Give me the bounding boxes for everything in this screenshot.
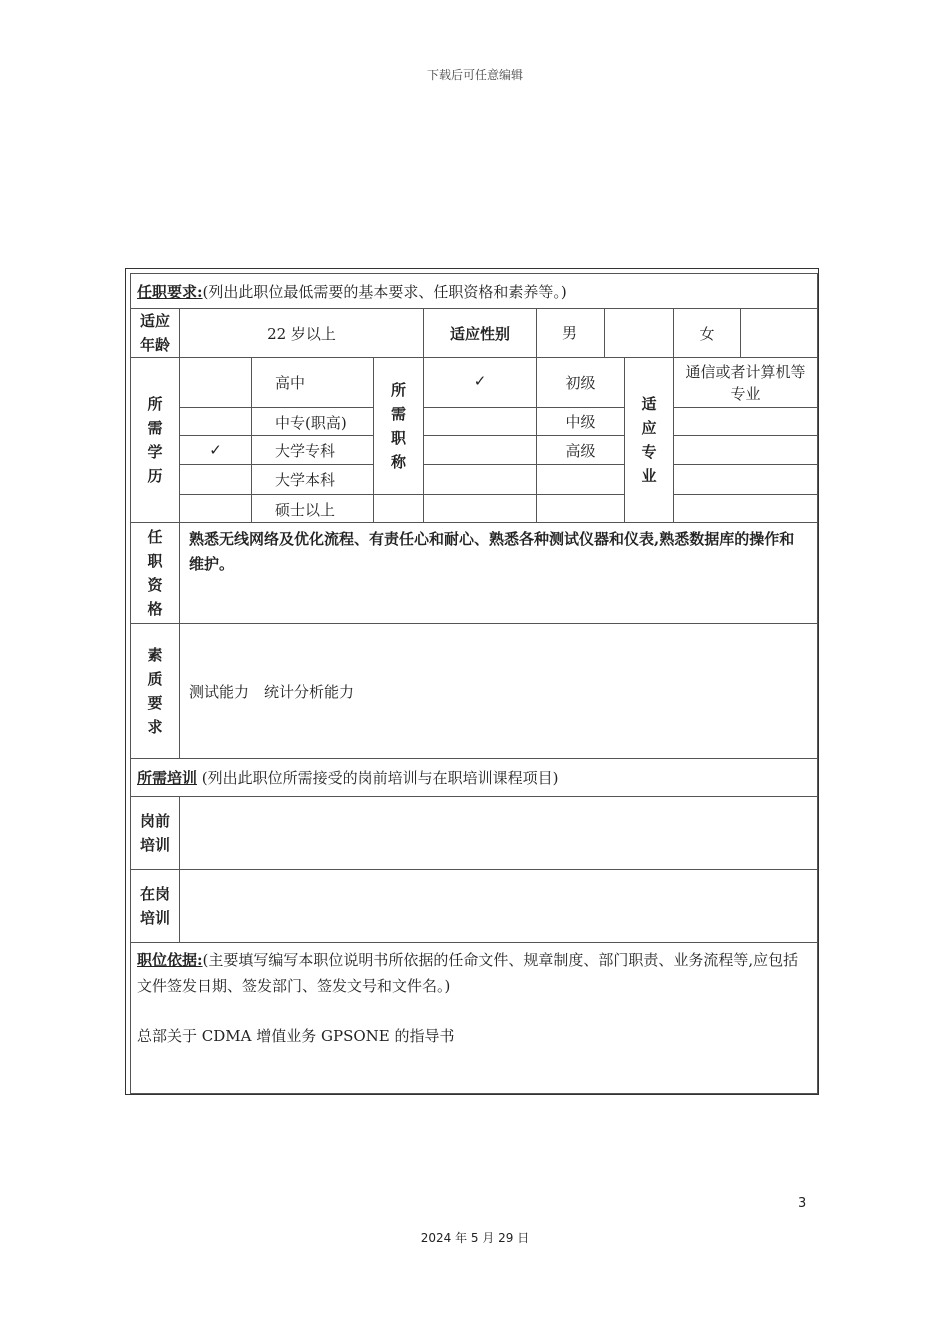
age-value: 22 岁以上	[179, 308, 424, 358]
job-requirements-table	[125, 268, 819, 1095]
education-level-0: 高中	[251, 357, 374, 408]
qualification-value: 熟悉无线网络及优化流程、有责任心和耐心、熟悉各种测试仪器和仪表,熟悉数据库的操作和维护。	[179, 522, 818, 624]
training-header	[130, 758, 818, 797]
title-req-label: 所需职称	[373, 357, 424, 495]
requirements-desc: (列出此职位最低需要的基本要求、任职资格和素养等。)	[202, 283, 567, 301]
title-level-2: 高级	[536, 435, 625, 465]
page-header: 下载后可任意编辑	[426, 68, 523, 82]
quality-value: 测试能力 统计分析能力	[179, 623, 818, 759]
education-label: 所需学历	[130, 357, 180, 523]
gender-male-check	[604, 308, 674, 358]
major-value: 通信或者计算机等专业	[673, 357, 818, 408]
title-req-label-blank	[373, 494, 424, 523]
education-check-2: ✓	[179, 435, 252, 465]
title-check-2	[423, 435, 537, 465]
title-check-3	[423, 464, 537, 495]
training-title: 所需培训	[137, 769, 198, 787]
requirements-title: 任职要求:	[137, 283, 203, 301]
pre-training-value	[179, 796, 818, 870]
page-date: 2024 年 5 月 29 日	[420, 1231, 530, 1245]
on-training-label: 在岗培训	[130, 869, 180, 943]
basis-value: 总部关于 CDMA 增值业务 GPSONE 的指导书	[137, 1027, 455, 1045]
education-check-3	[179, 464, 252, 495]
qualification-label: 任职资格	[130, 522, 180, 624]
major-blank-3	[673, 464, 818, 495]
education-check-4	[179, 494, 252, 523]
gender-label: 适应性别	[423, 308, 537, 358]
training-desc: (列出此职位所需接受的岗前培训与在职培训课程项目)	[197, 769, 559, 787]
page-number: 3	[798, 1196, 807, 1211]
gender-female-check	[740, 308, 818, 358]
education-check-0	[179, 357, 252, 408]
age-label: 适应年龄	[130, 308, 180, 358]
title-level-4	[536, 494, 625, 523]
quality-label: 素质要求	[130, 623, 180, 759]
title-check-1	[423, 407, 537, 436]
gender-female: 女	[673, 308, 741, 358]
basis-desc: (主要填写编写本职位说明书所依据的任命文件、规章制度、部门职责、业务流程等,应包括文件签发日期、签发部门、签发文号和文件名。)	[137, 951, 799, 995]
education-level-1: 中专(职高)	[251, 407, 374, 436]
education-level-3: 大学本科	[251, 464, 374, 495]
title-check-4	[423, 494, 537, 523]
education-check-1	[179, 407, 252, 436]
title-level-3	[536, 464, 625, 495]
education-level-2: 大学专科	[251, 435, 374, 465]
requirements-header	[130, 273, 818, 309]
major-blank-4	[673, 494, 818, 523]
pre-training-label: 岗前培训	[130, 796, 180, 870]
title-level-1: 中级	[536, 407, 625, 436]
basis-section	[130, 942, 818, 1094]
major-blank-1	[673, 407, 818, 436]
on-training-value	[179, 869, 818, 943]
major-label: 适应专业	[624, 357, 674, 523]
major-blank-2	[673, 435, 818, 465]
title-check-0: ✓	[423, 357, 537, 408]
gender-male: 男	[536, 308, 605, 358]
education-level-4: 硕士以上	[251, 494, 374, 523]
title-level-0: 初级	[536, 357, 625, 408]
basis-title: 职位依据:	[137, 951, 203, 969]
